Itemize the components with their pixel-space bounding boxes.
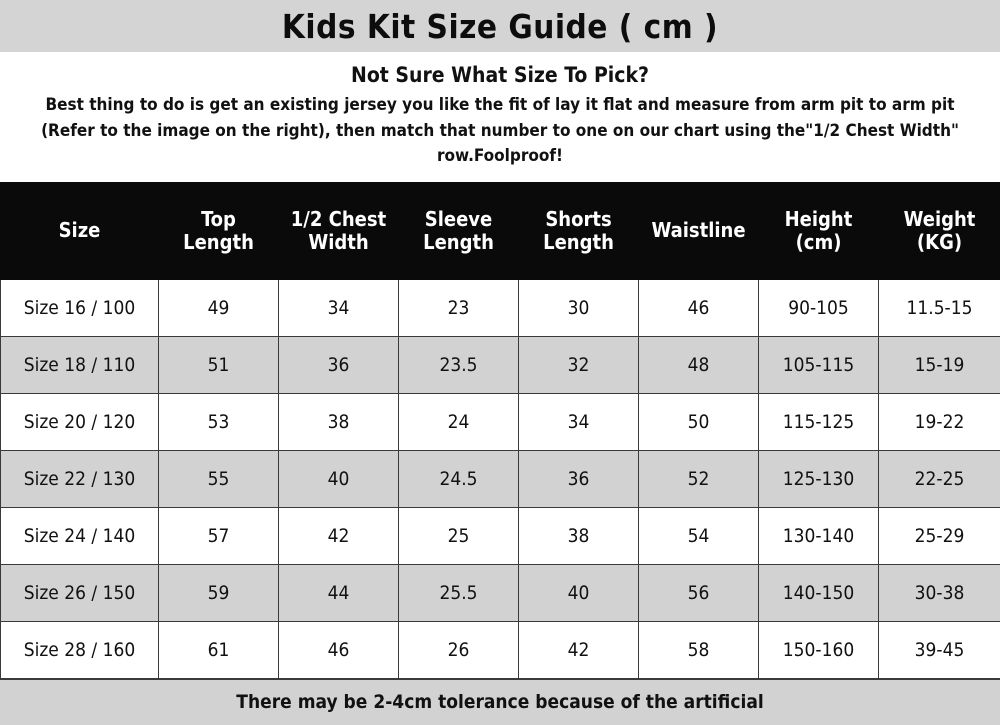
- size-table: [0, 182, 1000, 679]
- cell-size: Size 16 / 100: [1, 279, 159, 336]
- column-header-shorts-length: Shorts Length: [519, 182, 639, 279]
- cell-height: 125-130: [759, 450, 879, 507]
- cell-weight: 11.5-15: [879, 279, 1000, 336]
- cell-waistline: 52: [639, 450, 759, 507]
- cell-height: 130-140: [759, 507, 879, 564]
- cell-sleeve-length: 23: [399, 279, 519, 336]
- cell-shorts-length: 30: [519, 279, 639, 336]
- cell-top-length: 59: [159, 564, 279, 621]
- cell-shorts-length: 36: [519, 450, 639, 507]
- cell-half-chest-width: 46: [279, 621, 399, 678]
- table-row: [1, 507, 1000, 564]
- cell-half-chest-width: 34: [279, 279, 399, 336]
- size-table-body: [1, 279, 1000, 678]
- table-row: [1, 621, 1000, 678]
- cell-weight: 39-45: [879, 621, 1000, 678]
- column-header-top-length: Top Length: [159, 182, 279, 279]
- cell-waistline: 54: [639, 507, 759, 564]
- column-header-half-chest-width: 1/2 Chest Width: [279, 182, 399, 279]
- cell-size: Size 22 / 130: [1, 450, 159, 507]
- cell-top-length: 61: [159, 621, 279, 678]
- cell-shorts-length: 42: [519, 621, 639, 678]
- cell-height: 115-125: [759, 393, 879, 450]
- table-row: [1, 450, 1000, 507]
- cell-sleeve-length: 25.5: [399, 564, 519, 621]
- cell-size: Size 24 / 140: [1, 507, 159, 564]
- cell-top-length: 51: [159, 336, 279, 393]
- cell-shorts-length: 32: [519, 336, 639, 393]
- cell-waistline: 48: [639, 336, 759, 393]
- cell-sleeve-length: 25: [399, 507, 519, 564]
- cell-top-length: 57: [159, 507, 279, 564]
- cell-top-length: 55: [159, 450, 279, 507]
- column-header-weight: Weight (KG): [879, 182, 1000, 279]
- cell-weight: 15-19: [879, 336, 1000, 393]
- cell-sleeve-length: 24.5: [399, 450, 519, 507]
- title-bar: [0, 0, 1000, 53]
- cell-top-length: 49: [159, 279, 279, 336]
- column-header-size: Size: [1, 182, 159, 279]
- cell-sleeve-length: 26: [399, 621, 519, 678]
- column-header-waistline: Waistline: [639, 182, 759, 279]
- cell-height: 150-160: [759, 621, 879, 678]
- table-header-row: [1, 182, 1000, 279]
- cell-sleeve-length: 24: [399, 393, 519, 450]
- cell-sleeve-length: 23.5: [399, 336, 519, 393]
- cell-waistline: 46: [639, 279, 759, 336]
- intro-headline: Not Sure What Size To Pick?: [351, 63, 649, 88]
- cell-size: Size 18 / 110: [1, 336, 159, 393]
- cell-size: Size 20 / 120: [1, 393, 159, 450]
- intro-block: [0, 53, 1000, 182]
- cell-waistline: 58: [639, 621, 759, 678]
- intro-body: Best thing to do is get an existing jersey you like the fit of lay it flat and measure from arm pit to arm pit (Refer to the image on the right), then match that number to one on our chart using the"1/2 Chest Width" row.Foolproof!: [41, 95, 959, 167]
- cell-weight: 22-25: [879, 450, 1000, 507]
- tolerance-note: There may be 2-4cm tolerance because of the artificial: [0, 679, 1000, 725]
- cell-weight: 30-38: [879, 564, 1000, 621]
- cell-shorts-length: 38: [519, 507, 639, 564]
- cell-half-chest-width: 40: [279, 450, 399, 507]
- table-row: [1, 336, 1000, 393]
- cell-size: Size 28 / 160: [1, 621, 159, 678]
- cell-half-chest-width: 42: [279, 507, 399, 564]
- cell-height: 90-105: [759, 279, 879, 336]
- cell-half-chest-width: 44: [279, 564, 399, 621]
- table-row: [1, 279, 1000, 336]
- cell-height: 105-115: [759, 336, 879, 393]
- cell-weight: 25-29: [879, 507, 1000, 564]
- size-table-head: [1, 182, 1000, 279]
- column-header-height: Height (cm): [759, 182, 879, 279]
- cell-size: Size 26 / 150: [1, 564, 159, 621]
- cell-height: 140-150: [759, 564, 879, 621]
- cell-half-chest-width: 36: [279, 336, 399, 393]
- table-row: [1, 564, 1000, 621]
- cell-shorts-length: 34: [519, 393, 639, 450]
- cell-waistline: 50: [639, 393, 759, 450]
- cell-weight: 19-22: [879, 393, 1000, 450]
- page-title: Kids Kit Size Guide ( cm ): [281, 6, 719, 46]
- cell-half-chest-width: 38: [279, 393, 399, 450]
- size-table-wrapper: [0, 182, 1000, 679]
- cell-shorts-length: 40: [519, 564, 639, 621]
- cell-top-length: 53: [159, 393, 279, 450]
- cell-waistline: 56: [639, 564, 759, 621]
- table-row: [1, 393, 1000, 450]
- column-header-sleeve-length: Sleeve Length: [399, 182, 519, 279]
